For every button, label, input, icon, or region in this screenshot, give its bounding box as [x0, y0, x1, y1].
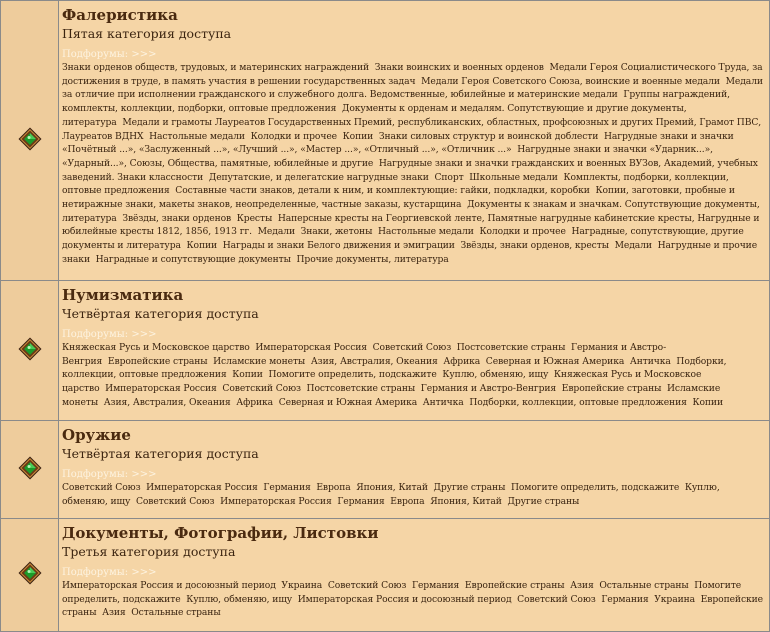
subforum-link[interactable]: Княжеская Русь и Московское царство [62, 369, 702, 395]
subforum-link[interactable]: Нагрудные знаки и значки «Почётный ...», «Заслуженный ...», «Лучший ...», «Мастер ...», «Отличный ...», «Отличник ...» [62, 130, 734, 156]
subforums-toggle[interactable]: Подфорумы: >>> [62, 329, 157, 340]
forum-access-level: Третья категория доступа [62, 544, 236, 559]
forum-access-level: Четвёртая категория доступа [62, 306, 259, 321]
subforum-link[interactable]: Куплю, обменяю, ищу [62, 482, 720, 507]
forum-row [1, 519, 770, 632]
subforum-link[interactable]: Германия и Австро-Венгрия [420, 383, 557, 395]
forum-content [59, 519, 770, 632]
subforum-list [62, 579, 765, 620]
subforum-list [62, 481, 765, 508]
forum-row [1, 1, 770, 281]
subforum-link[interactable]: Школьные медали [469, 171, 558, 183]
subforum-link[interactable]: Нагрудные и прочие знаки [62, 240, 758, 265]
subforum-link[interactable]: Императорская Россия [255, 342, 367, 353]
subforum-link[interactable]: Европейские страны [62, 593, 763, 619]
subforum-link[interactable]: Северная и Южная Америка [485, 355, 625, 367]
subforum-link[interactable]: Африка [443, 355, 481, 367]
subforum-link[interactable]: Постсоветские страны [306, 383, 416, 395]
subforum-link[interactable]: Кресты [236, 212, 273, 224]
subforum-link[interactable]: Европа [390, 495, 425, 507]
forum-title-link[interactable]: Документы, Фотографии, Листовки [62, 524, 379, 542]
subforum-link[interactable]: Звёзды, знаки орденов, кресты [460, 240, 609, 252]
subforum-link[interactable]: Документы к знакам и значкам. Сопутствующие документы, литература [62, 199, 760, 224]
subforum-link[interactable]: Знаки орденов обществ, трудовых, и материнских награждений [62, 62, 370, 73]
subforum-link[interactable]: Комплекты, подборки, коллекции, оптовые предложения [62, 171, 729, 197]
subforum-link[interactable]: Остальные страны [131, 607, 221, 619]
subforum-link[interactable]: Императорская Россия [146, 482, 258, 493]
subforum-link[interactable]: Княжеская Русь и Московское царство [62, 342, 250, 353]
subforum-link[interactable]: Германия [263, 482, 311, 493]
subforums-toggle[interactable]: Подфорумы: >>> [62, 567, 157, 578]
forum-icon-cell [1, 281, 59, 421]
forum-content [59, 1, 770, 281]
subforum-link[interactable]: Группы награждений, комплекты, коллекции, подборки, оптовые предложения [62, 89, 730, 115]
forum-content [59, 421, 770, 519]
subforum-link[interactable]: Античка [629, 355, 671, 367]
subforum-link[interactable]: Советский Союз [327, 580, 407, 591]
subforum-link[interactable]: Германия [337, 495, 385, 507]
forum-title-link[interactable]: Фалеристика [62, 6, 178, 24]
subforum-link[interactable]: Германия [411, 580, 460, 591]
subforum-list [62, 341, 765, 410]
subforum-link[interactable]: Знаки силовых структур и воинской доблести [378, 130, 599, 142]
subforum-link[interactable]: Другие страны [507, 495, 580, 507]
subforum-link[interactable]: Звёзды, знаки орденов [122, 212, 232, 224]
subforum-link[interactable]: Медали Героя Советского Союза, воинские и военные медали [421, 75, 720, 87]
subforum-link[interactable]: Подборки, коллекции, оптовые предложения [62, 355, 727, 381]
subforum-link[interactable]: Нагрудные знаки и значки «Ударник...», «Ударный...», Союзы, Общества, памятные, юбилейные и другие [62, 144, 713, 169]
subforum-link[interactable]: Помогите определить, подскажите [510, 482, 680, 493]
subforum-link[interactable]: Императорская Россия и досоюзный период [62, 580, 276, 591]
forum-diamond-icon [18, 337, 42, 361]
subforum-link[interactable]: Другие страны [433, 482, 506, 493]
forum-icon-cell [1, 519, 59, 632]
subforum-link[interactable]: Азия [570, 580, 594, 591]
subforum-link[interactable]: Награды и знаки Белого движения и эмиграции [222, 240, 455, 252]
subforum-link[interactable]: Помогите определить, подскажите [62, 580, 742, 605]
forum-diamond-icon [18, 456, 42, 480]
subforum-link[interactable]: Копии [186, 240, 218, 252]
subforum-link[interactable]: Европейские страны [107, 355, 208, 367]
subforum-link[interactable]: Медали [614, 240, 652, 252]
forum-access-level: Четвёртая категория доступа [62, 446, 259, 461]
subforum-link[interactable]: Германия и Австро-Венгрия [62, 342, 667, 367]
subforum-link[interactable]: Античка [422, 396, 464, 408]
subforum-link[interactable]: Куплю, обменяю, ищу [186, 593, 293, 605]
subforum-link[interactable]: Нагрудные знаки и значки гражданских и военных ВУЗов, Академий, учебных заведений. Знаки классности [62, 157, 758, 183]
subforum-link[interactable]: Прочие документы, литература [296, 253, 449, 265]
forum-diamond-icon [18, 561, 42, 585]
subforum-link[interactable]: Копии [342, 130, 374, 142]
subforums-toggle[interactable]: Подфорумы: >>> [62, 49, 157, 60]
subforum-link[interactable]: Медали Героя Социалистического Труда, за достижения в труде, в память участия в решении государственных задач [62, 62, 763, 87]
forum-diamond-icon [18, 127, 42, 151]
subforum-link[interactable]: Советский Союз [222, 383, 301, 395]
subforum-link[interactable]: Медали и грамоты Лауреатов Государственных Премий, республиканских, областных, профсоюзных и других Премий, Грамот ПВС, Лауреатов ВДНХ [62, 116, 762, 142]
forum-title-link[interactable]: Нумизматика [62, 286, 184, 304]
subforum-link[interactable]: Украина [281, 580, 323, 591]
subforum-link[interactable]: Германия [601, 593, 649, 605]
subforum-link[interactable]: Копии [232, 369, 263, 381]
subforum-link[interactable]: Колодки и прочее [250, 130, 337, 142]
subforum-link[interactable]: Медали за отличие при исполнении гражданского и служебного долга. Ведомственные, юбилейные и материнские медали [62, 75, 763, 101]
subforum-link[interactable]: Украина [654, 593, 696, 605]
forum-icon-cell [1, 1, 59, 281]
subforum-link[interactable]: Настольные медали [149, 130, 245, 142]
subforum-list [62, 61, 765, 267]
subforums-toggle[interactable]: Подфорумы: >>> [62, 469, 157, 480]
subforum-link[interactable]: Азия, Австралия, Океания [310, 355, 438, 367]
subforum-link[interactable]: Европейские страны [561, 383, 662, 395]
subforum-link[interactable]: Копии [692, 396, 723, 408]
subforum-link[interactable]: Азия [102, 607, 126, 619]
subforum-link[interactable]: Северная и Южная Америка [278, 396, 418, 408]
subforum-link[interactable]: Помогите определить, подскажите [268, 369, 437, 381]
subforum-link[interactable]: Япония, Китай [356, 482, 428, 493]
subforum-link[interactable]: Советский Союз [62, 482, 141, 493]
subforum-link[interactable]: Колодки и прочее [479, 226, 566, 238]
subforum-link[interactable]: Европейские страны [464, 580, 565, 591]
subforum-link[interactable]: Спорт [434, 171, 464, 183]
subforum-link[interactable]: Императорская Россия [220, 495, 332, 507]
subforum-link[interactable]: Исламские монеты [62, 383, 721, 408]
subforum-link[interactable]: Депутатские, и делегатские нагрудные знаки [208, 171, 429, 183]
forum-content [59, 281, 770, 421]
subforum-link[interactable]: Составные части знаков, детали к ним, и комплектующие: гайки, подкладки, коробки [175, 185, 590, 197]
forum-access-level: Пятая категория доступа [62, 26, 232, 41]
subforum-link[interactable]: Наградные, сопутствующие, другие документы и литература [62, 226, 744, 252]
subforum-link[interactable]: Наградные и сопутствующие документы [95, 253, 291, 265]
forum-icon-cell [1, 421, 59, 519]
subforum-link[interactable]: Знаки воинских и военных орденов [374, 62, 544, 73]
subforum-link[interactable]: Европа [316, 482, 351, 493]
subforum-link[interactable]: Остальные страны [599, 580, 689, 591]
subforum-link[interactable]: Советский Союз [372, 342, 452, 353]
subforum-link[interactable]: Советский Союз [517, 593, 596, 605]
subforum-link[interactable]: Исламские монеты [213, 355, 306, 367]
subforum-link[interactable]: Документы к орденам и медалям. Сопутствующие и другие документы, литература [62, 103, 687, 128]
subforum-link[interactable]: Императорская Россия [105, 383, 217, 395]
subforum-link[interactable]: Подборки, коллекции, оптовые предложения [469, 396, 687, 408]
subforum-link[interactable]: Африка [236, 396, 274, 408]
subforum-link[interactable]: Азия, Австралия, Океания [103, 396, 231, 408]
subforum-link[interactable]: Советский Союз [135, 495, 215, 507]
subforum-link[interactable]: Знаки, жетоны [300, 226, 373, 238]
subforum-link[interactable]: Копии, заготовки, пробные и нетиражные знаки, макеты знаков, неопределенные, частные заказы, кустарщина [62, 185, 735, 211]
subforum-link[interactable]: Настольные медали [377, 226, 474, 238]
subforum-link[interactable]: Куплю, обменяю, ищу [442, 369, 549, 381]
subforum-link[interactable]: Наперсные кресты на Георгиевской ленте, Памятные нагрудные кабинетские кресты, Нагрудные и юбилейные кресты 1812, 1856, 1913 гг. [62, 212, 760, 238]
forum-list-body [1, 1, 770, 632]
forum-row [1, 421, 770, 519]
forum-row [1, 281, 770, 421]
forum-title-link[interactable]: Оружие [62, 426, 131, 444]
subforum-link[interactable]: Япония, Китай [430, 495, 502, 507]
subforum-link[interactable]: Императорская Россия и досоюзный период [297, 593, 512, 605]
subforum-link[interactable]: Постсоветские страны [456, 342, 566, 353]
subforum-link[interactable]: Медали [257, 226, 295, 238]
